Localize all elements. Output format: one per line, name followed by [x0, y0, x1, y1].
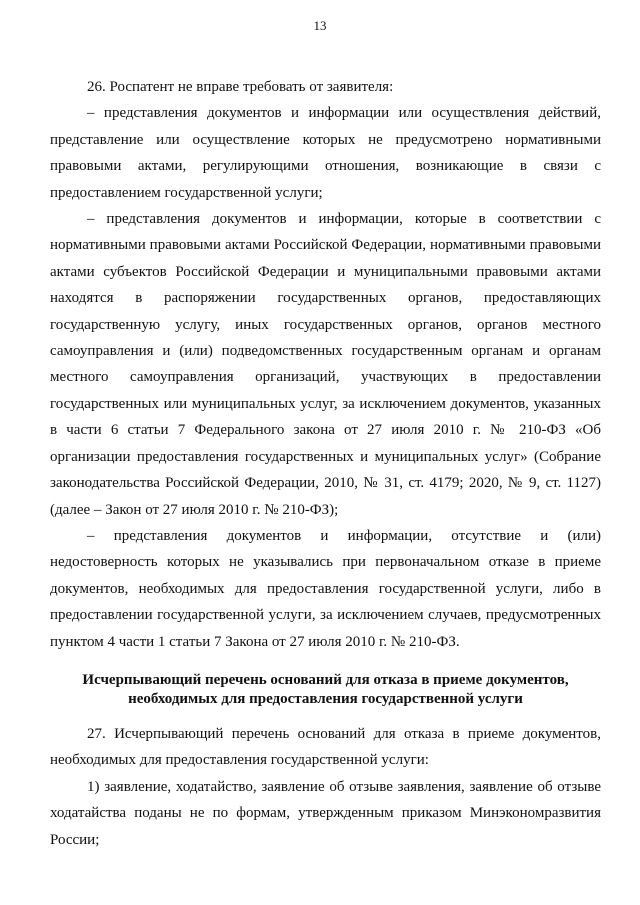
- paragraph-27-intro: 27. Исчерпывающий перечень оснований для отказа в приеме документов, необходимых для предоставления государственной услуги:: [50, 725, 601, 769]
- paragraph-26-intro: 26. Роспатент не вправе требовать от заявителя:: [87, 79, 394, 95]
- paragraph-26-item-3: – представления документов и информации, отсутствие и (или) недостоверность которых не указывались при первоначальном отказе в приеме документов, необходимых для предоставления государственной услуги, либо в предоставлении государственной услуги, за исключением случаев, предусмотренных пунктом 4 части 1 статьи 7 Закона от 27 июля 2010 г. № 210-ФЗ.: [50, 527, 601, 650]
- page-number: 13: [313, 18, 327, 33]
- paragraph-27-item-1: 1) заявление, ходатайство, заявление об отзыве заявления, заявление об отзыве ходатайства поданы не по формам, утвержденным приказом Минэкономразвития России;: [50, 778, 601, 848]
- paragraph-26-item-2: – представления документов и информации, которые в соответствии с нормативными правовыми актами Российской Федерации, нормативными правовыми актами субъектов Российской Федерации и муниципальными правовыми актами находятся в распоряжении государственных органов, предоставляющих государственную услугу, иных государственных органов, органов местного самоуправления и (или) подведомственных государственным органам и органам местного самоуправления организаций, участвующих в предоставлении государственных или муниципальных услуг, за исключением документов, указанных в части 6 статьи 7 Федерального закона от 27 июля 2010 г. № 210-ФЗ «Об организации предоставления государственных и муниципальных услуг» (Собрание законодательства Российской Федерации, 2010, № 31, ст. 4179; 2020, № 9, ст. 1127) (далее – Закон от 27 июля 2010 г. № 210-ФЗ);: [50, 211, 601, 518]
- section-heading-line-2: необходимых для предоставления государственной услуги: [128, 690, 523, 707]
- document-body: [50, 74, 601, 853]
- section-heading: [50, 671, 601, 709]
- paragraph-26-item-1: – представления документов и информации или осуществления действий, представление или осуществление которых не предусмотрено нормативными правовыми актами, регулирующими отношения, возникающие в связи с предоставлением государственной услуги;: [50, 105, 601, 201]
- section-heading-line-1: Исчерпывающий перечень оснований для отказа в приеме документов,: [82, 671, 569, 688]
